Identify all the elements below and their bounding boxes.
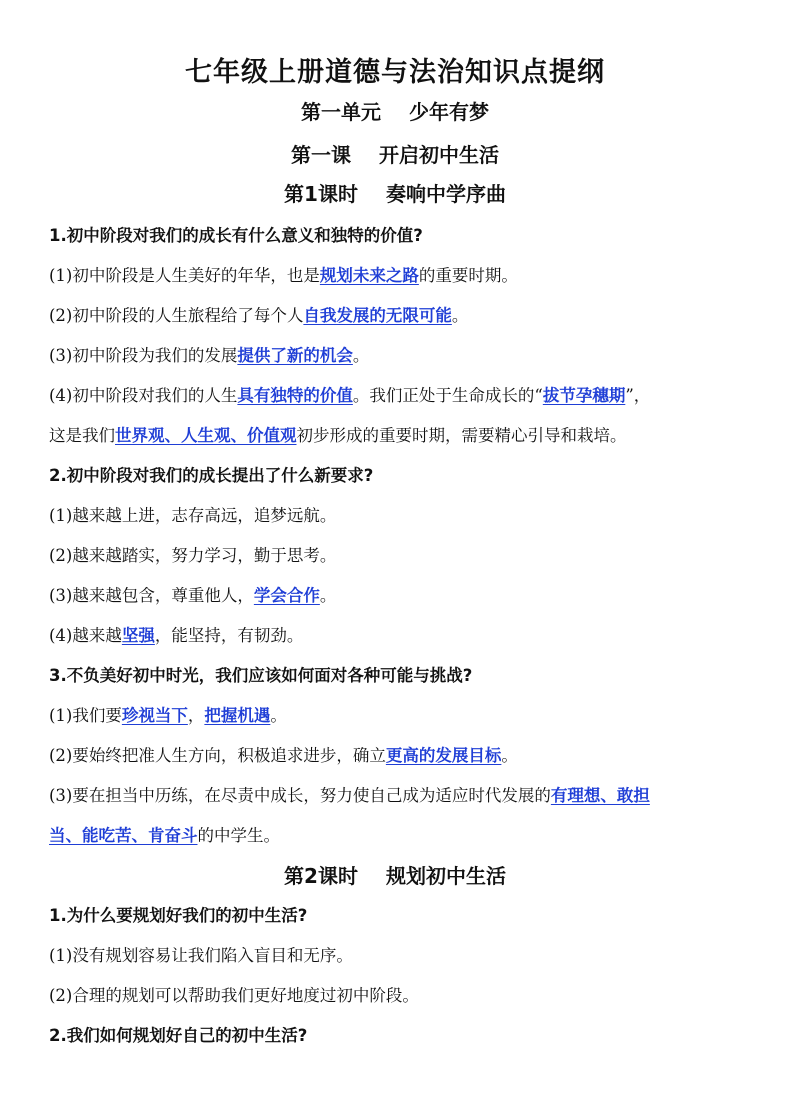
q2-point-4 — [49, 622, 749, 646]
question-2: 2.初中阶段对我们的成长提出了什么新要求? — [49, 466, 374, 485]
q3-point-2 — [49, 742, 749, 766]
key-phrase: 更高的发展目标 — [385, 746, 502, 765]
text: ，能坚持，有韧劲。 — [154, 626, 304, 645]
text: 。 — [501, 746, 518, 765]
text: 这是我们 — [49, 426, 115, 445]
q2-point-1: (1)越来越上进，志存高远，追梦远航。 — [49, 506, 337, 525]
document-title: 七年级上册道德与法治知识点提纲 — [185, 57, 605, 88]
question-5: 2.我们如何规划好自己的初中生活? — [49, 1026, 308, 1045]
key-phrase: 学会合作 — [253, 586, 320, 605]
key-phrase: 把握机遇 — [204, 706, 271, 725]
lesson-heading — [0, 139, 790, 168]
question-1: 1.初中阶段对我们的成长有什么意义和独特的价值? — [49, 226, 423, 245]
period1-heading — [0, 178, 790, 207]
q2-point-3 — [49, 582, 749, 606]
q1-point-4-cont — [49, 422, 749, 446]
q3-point-3-cont — [49, 822, 749, 846]
key-phrase: 有理想、敢担 — [550, 786, 650, 805]
period1-name: 奏响中学序曲 — [385, 182, 506, 206]
period2-number: 第2课时 — [284, 864, 358, 888]
q3-point-3 — [49, 782, 749, 806]
key-phrase: 珍视当下 — [121, 706, 188, 725]
text: (2)要始终把准人生方向，积极追求进步，确立 — [49, 746, 386, 765]
text: (2)初中阶段的人生旅程给了每个人 — [49, 306, 304, 325]
text: (3)初中阶段为我们的发展 — [49, 346, 238, 365]
q1-point-3 — [49, 342, 749, 366]
unit-name: 少年有梦 — [409, 100, 489, 124]
period2-name: 规划初中生活 — [385, 864, 506, 888]
key-phrase: 坚强 — [121, 626, 155, 645]
q4-point-1: (1)没有规划容易让我们陷入盲目和无序。 — [49, 946, 353, 965]
q3-point-1 — [49, 702, 749, 726]
key-phrase: 拔节孕穗期 — [542, 386, 626, 405]
text: 。我们正处于生命成长的“ — [352, 386, 543, 405]
q1-point-4 — [49, 382, 749, 406]
text: (4)越来越 — [49, 626, 122, 645]
text: 。 — [352, 346, 370, 365]
text: ”， — [625, 386, 651, 405]
key-phrase: 提供了新的机会 — [237, 346, 353, 365]
text: (3)越来越包含，尊重他人， — [49, 586, 254, 605]
text: ， — [187, 706, 205, 725]
period2-heading — [0, 860, 790, 889]
text: 。 — [319, 586, 337, 605]
key-phrase: 规划未来之路 — [319, 266, 419, 285]
q1-point-1 — [49, 262, 749, 286]
key-phrase: 世界观、人生观、价值观 — [115, 426, 297, 445]
key-phrase: 自我发展的无限可能 — [303, 306, 452, 325]
unit-number: 第一单元 — [301, 100, 381, 124]
q1-point-2 — [49, 302, 749, 326]
lesson-name: 开启初中生活 — [379, 143, 499, 167]
text: 。 — [270, 706, 287, 725]
text: 的中学生。 — [197, 826, 280, 845]
text: (4)初中阶段对我们的人生 — [49, 386, 238, 405]
key-phrase: 当、能吃苦、肯奋斗 — [49, 826, 198, 845]
question-4: 1.为什么要规划好我们的初中生活? — [49, 906, 308, 925]
unit-heading — [0, 96, 790, 125]
key-phrase: 具有独特的价值 — [237, 386, 353, 405]
question-3: 3.不负美好初中时光，我们应该如何面对各种可能与挑战? — [49, 666, 473, 685]
text: (1)初中阶段是人生美好的年华，也是 — [49, 266, 320, 285]
text: (3)要在担当中历练，在尽责中成长，努力使自己成为适应时代发展的 — [49, 786, 551, 805]
q2-point-2: (2)越来越踏实，努力学习，勤于思考。 — [49, 546, 337, 565]
text: 。 — [451, 306, 469, 325]
text: 初步形成的重要时期，需要精心引导和栽培。 — [296, 426, 627, 445]
period1-number: 第1课时 — [284, 182, 358, 206]
text: 的重要时期。 — [418, 266, 518, 285]
lesson-number: 第一课 — [291, 143, 351, 167]
text: (1)我们要 — [49, 706, 122, 725]
q4-point-2: (2)合理的规划可以帮助我们更好地度过初中阶段。 — [49, 986, 419, 1005]
